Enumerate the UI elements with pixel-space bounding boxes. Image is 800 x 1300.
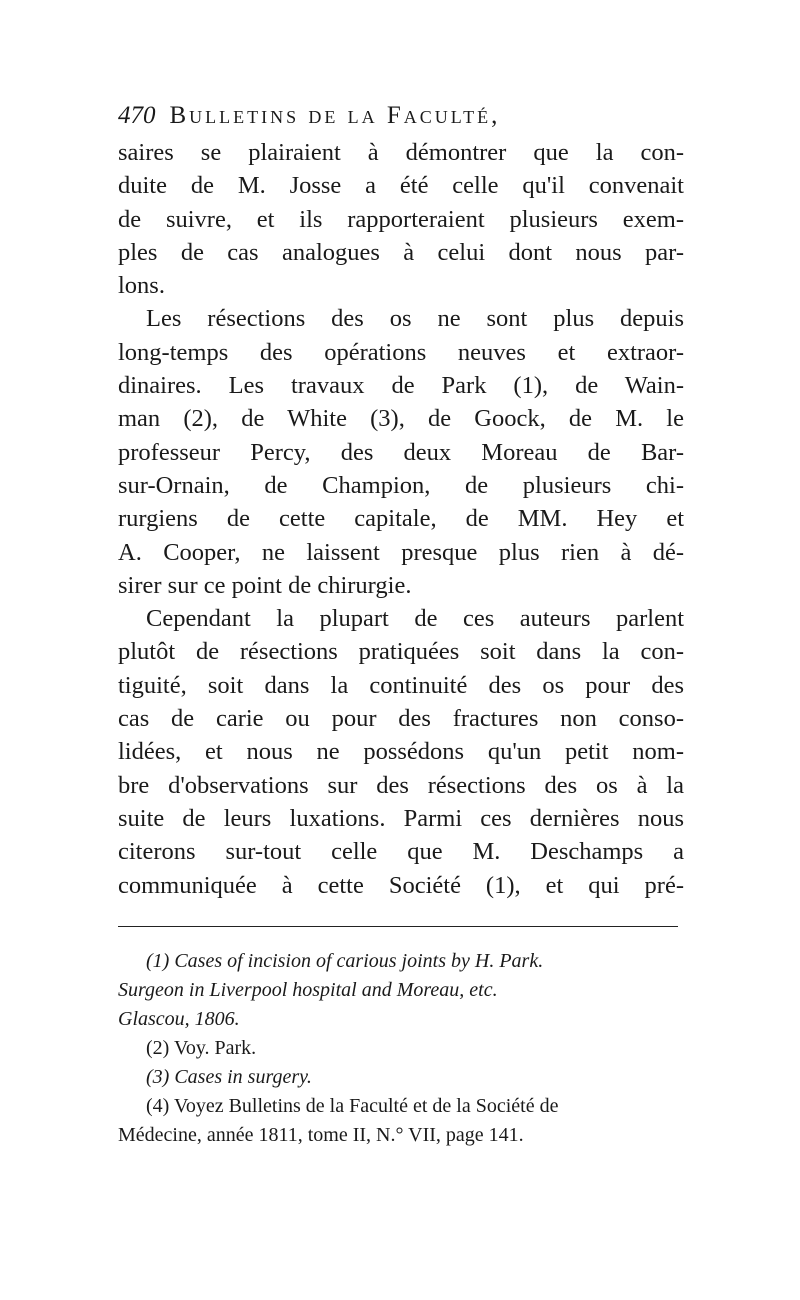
footnote-line: (1) Cases of incision of carious joints by H. Park. <box>146 949 544 972</box>
body-line: Cependant la plupart de ces auteurs parlent <box>146 605 684 633</box>
footnote-divider <box>118 926 678 927</box>
body-line: professeur Percy, des deux Moreau de Bar- <box>118 438 684 466</box>
footnote-line: Glascou, 1806. <box>118 1007 240 1030</box>
body-line: A. Cooper, ne laissent presque plus rien à dé- <box>118 538 684 566</box>
body-line: duite de M. Josse a été celle qu'il convenait <box>118 172 684 200</box>
body-line: communiquée à cette Société (1), et qui pré- <box>118 871 684 899</box>
body-line: man (2), de White (3), de Goock, de M. le <box>118 405 684 433</box>
footnote-line: Surgeon in Liverpool hospital and Moreau, etc. <box>118 978 498 1001</box>
body-line: bre d'observations sur des résections des os à la <box>118 771 684 799</box>
page-number: 470 <box>118 102 156 129</box>
body-line: Les résections des os ne sont plus depuis <box>146 305 684 333</box>
footnote-line: (4) Voyez Bulletins de la Faculté et de la Société de <box>146 1094 559 1117</box>
footnote-line: (3) Cases in surgery. <box>146 1065 312 1088</box>
body-text <box>118 136 684 902</box>
body-line: citerons sur-tout celle que M. Deschamps a <box>118 838 684 866</box>
body-line: plutôt de résections pratiquées soit dans la con- <box>118 638 684 666</box>
footnote-line: (2) Voy. Park. <box>146 1036 257 1059</box>
body-line: lidées, et nous ne possédons qu'un petit nom- <box>118 738 684 766</box>
body-line: long-temps des opérations neuves et extraor- <box>118 338 684 366</box>
body-line: suite de leurs luxations. Parmi ces dernières nous <box>118 804 684 832</box>
body-line: de suivre, et ils rapporteraient plusieurs exem- <box>118 205 684 233</box>
book-page <box>118 96 684 1150</box>
body-line: rurgiens de cette capitale, de MM. Hey et <box>118 505 684 533</box>
running-head <box>118 96 684 136</box>
body-line: lons. <box>118 272 165 300</box>
footnote-line: Médecine, année 1811, tome II, N.° VII, page 141. <box>118 1123 524 1146</box>
body-line: dinaires. Les travaux de Park (1), de Wain- <box>118 372 684 400</box>
body-line: sur-Ornain, de Champion, de plusieurs chi- <box>118 471 684 499</box>
body-line: saires se plairaient à démontrer que la con- <box>118 139 684 166</box>
body-line: cas de carie ou pour des fractures non conso- <box>118 705 684 733</box>
body-line: tiguité, soit dans la continuité des os pour des <box>118 671 684 699</box>
body-line: sirer sur ce point de chirurgie. <box>118 571 412 599</box>
running-title: Bulletins de la Faculté, <box>169 102 501 129</box>
body-line: ples de cas analogues à celui dont nous par- <box>118 238 684 266</box>
footnotes <box>118 947 684 1150</box>
